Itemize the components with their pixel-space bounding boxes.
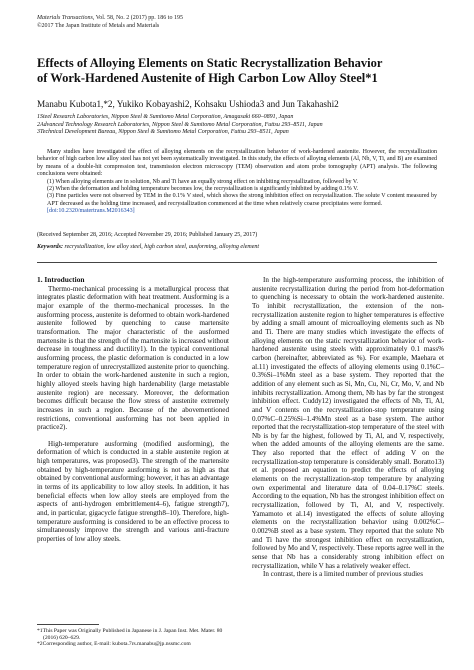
footnotes [37, 628, 229, 648]
paragraph: In contrast, there is a limited number of previous studies [263, 570, 423, 579]
author-list: Manabu Kubota1,*2, Yukiko Kobayashi2, Kohsaku Ushioda3 and Jun Takahashi2 [37, 99, 339, 109]
footnote-2: *2Corresponding author, E-mail: kubota.7rs.manabu@jp.nssmc.com [37, 641, 191, 648]
abstract-item-3: (3) Fine particles were not observed by TEM in the 0.1% V steel, which shows the strong inhibition effect on recrystallization. The solute V content measured by APT decreased as the holding time increased, and recrystallization commenced at the time when relatively coarse precipitates were formed. [47, 193, 437, 207]
journal-name: Materials Transactions [37, 15, 93, 21]
affiliation-3: 3Technical Development Bureau, Nippon Steel & Sumitomo Metal Corporation, Futtsu 293–8511, Japan [37, 129, 289, 136]
paragraph: Thermo-mechanical processing is a metallurgical process that integrates plastic deformation with heat treatment. Ausforming is a major example of the thermo-mechanical processes. In the ausforming process, austenite is deformed to obtain work-hardened austenite followed by quenching to cause martensite transformation. The major characteristic of the ausformed martensite is that the strength of the martensite is increased without decrease in toughness and ductility1). In the typical conventional ausforming process, the plastic deformation is conducted in a low temperature region of unrecrystallized austenite prior to quenching. In order to obtain the work-hardened austenite in such a region, highly alloyed steels having high hardenability (large metastable austenite region) are necessary. Moreover, the deformation becomes difficult because the flow stress of austenite extremely increases in such a region. Because of the abovementioned restrictions, conventional ausforming has not been applied in practice2). [37, 284, 229, 432]
doi-link[interactable]: [doi:10.2320/matertrans.M2016343] [47, 208, 135, 215]
journal-volume: , Vol. 58, No. 2 (2017) pp. 186 to 195 [92, 15, 183, 21]
paragraph: In the high-temperature ausforming process, the inhibition of austenite recrystallization during the period from hot-deformation to quenching is necessary to obtain the work-hardened austenite. To inhibit recrystallization, the extension of the non-recrystallization austenite region to higher temperatures is effective by adding a small amount of microalloying elements such as Nb and Ti. There are many studies which investigate the effects of alloying elements on the static recrystallization behavior of work-hardened austenite using steels with approximately 0.1 mass% carbon (hereinafter, abbreviated as %). For example, Maehara et al.11) investigated the effects of alloying elements using 0.1%C–0.3%Si–1%Mn steel as a base system. They reported that the addition of any element such as Si, Mn, Cu, Ni, Cr, Mo, V, and Nb inhibits recrystallization. Among them, Nb has by far the strongest inhibition effect. Cuddy12) investigated the effects of Nb, Ti, Al, and V contents on the recrystallization-stop temperature using 0.07%C–0.25%Si–1.4%Mn steel as a base system. The author reported that the recrystallization-stop temperature of the steel with Nb is by far the highest, followed by Ti, Al, and V, respectively, when the added amounts of the alloying elements are the same. They also reported that the effect of adding V on the recrystallization-stop temperature is considerably small. Boratto13) et al. proposed an equation to predict the effects of alloying elements on the recrystallization-stop temperature by analyzing own experimental and literature data of 0.04–0.17%C steels. According to the equation, Nb has the strongest inhibition effect on recrystallization, followed by Ti, Al, and V, respectively. Yamamoto et al.14) investigated the effects of solute alloying elements on the recrystallization behavior using 0.002%C–0.002%B steel as a base system. They reported that the solute Nb and Ti have the strongest inhibition effect on recrystallization, followed by Mo and V, respectively. These reports agree well in the sense that Nb has a considerably strong inhibition effect on recrystallization, while V has a relatively weaker effect. [252, 276, 444, 570]
paragraph: High-temperature ausforming (modified ausforming), the deformation of which is conducted in a stable austenite region at high temperatures, was proposed3). The strength of the martensite obtained by high-temperature ausforming is not as high as that obtained by conventional ausforming; however, it has an advantage in terms of its applicability to low alloy steels. In addition, it has beneficial effects when low alloy steels are employed from the aspects of anti-hydrogen embrittlement4–6), fatigue strength7), and, in particular, gigacycle fatigue strength8–10). Therefore, high-temperature ausforming is considered to be an effective process to simultaneously improve the strength and various anti-fracture properties of low alloy steels. [37, 439, 229, 544]
right-column [252, 276, 444, 579]
received-dates: (Received September 28, 2016; Accepted November 29, 2016; Published January 25, 2017) [37, 232, 258, 238]
abstract-intro: Many studies have investigated the effect of alloying elements on the recrystallization behavior of work-hardened austenite. However, the recrystallization behavior of high carbon low alloy steel has not yet been systematically investigated. In this study, the effects of alloying elements (Al, Nb, V, Ti, and B) are examined by means of a double-hit compression test, transmission electron microscopy (TEM) observation and atom probe tomography (APT) analysis. The following conclusions were obtained: [37, 149, 437, 178]
title-line-2: of Work-Hardened Austenite of High Carbon Low Alloy Steel*1 [37, 71, 378, 85]
journal-citation [37, 15, 183, 23]
affiliations [37, 114, 437, 137]
keywords-label: Keywords: [37, 244, 63, 250]
copyright-line: ©2017 The Japan Institute of Metals and Materials [37, 22, 160, 29]
journal-header [37, 15, 183, 30]
keywords [37, 244, 437, 252]
title-line-1: Effects of Alloying Elements on Static Recrystallization Behavior [37, 56, 383, 70]
abstract-item-2: (2) When the deformation and holding temperature becomes low, the recrystallization is significantly inhibited by adding 0.1% V. [47, 186, 359, 193]
paper-title [37, 56, 437, 86]
keywords-text: recrystallization, low alloy steel, high carbon steel, ausforming, alloying element [64, 244, 260, 250]
section-heading-introduction: 1. Introduction [37, 275, 85, 284]
affiliation-2: 2Advanced Technology Research Laboratories, Nippon Steel & Sumitomo Metal Corporation, Futtsu 293–8511, Japan [37, 121, 323, 128]
abstract [37, 149, 437, 216]
left-column [37, 276, 229, 544]
section-divider [37, 262, 437, 263]
footnote-1: *1This Paper was Originally Published in Japanese in J. Japan Inst. Met. Mater. 80 (2016) 620–629. [37, 628, 223, 641]
affiliation-1: 1Steel Research Laboratories, Nippon Steel & Sumitomo Metal Corporation, Amagasaki 660–0891, Japan [37, 114, 294, 120]
abstract-item-1: (1) When alloying elements are in solution, Nb and Ti have an equally strong effect on inhibiting recrystallization, followed by V. [47, 178, 358, 185]
footnote-divider [37, 624, 99, 625]
abstract-doi-line [37, 208, 437, 215]
